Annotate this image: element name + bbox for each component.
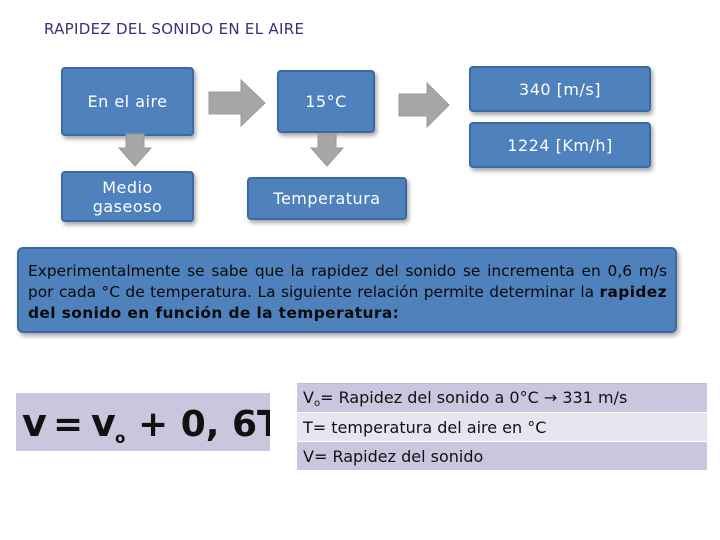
speed-ms-box <box>469 66 651 112</box>
formula-svg <box>16 393 270 451</box>
formula-rest: + 0, 6T <box>138 404 270 445</box>
arrow-right-small-icon: → <box>543 387 558 407</box>
page-title: RAPIDEZ DEL SONIDO EN EL AIRE <box>44 20 305 38</box>
temperature-label: Temperatura <box>273 189 381 208</box>
formula-v0: v <box>91 401 116 445</box>
info-box <box>17 247 677 333</box>
table-row <box>297 442 707 471</box>
medium-box <box>61 171 194 222</box>
info-text: Experimentalmente se sabe que la rapidez del sonido se incrementa en 0,6 m/s por cada °C de temperatura. La siguiente relación permite determinar la <box>28 262 667 301</box>
legend-v0-text: = Rapidez del sonido a 0°C <box>320 387 539 407</box>
arrow-down-icon <box>118 133 152 167</box>
legend-v0-cell <box>297 384 707 413</box>
legend-v-cell: V= Rapidez del sonido <box>297 442 707 471</box>
legend-v-symbol: V <box>303 387 314 407</box>
air-box <box>61 67 194 136</box>
table-row <box>297 413 707 442</box>
speed-kmh-label: 1224 [Km/h] <box>507 135 613 155</box>
temperature-box <box>247 177 407 220</box>
info-bold-text: rapidez del sonido en función de la temperatura: <box>28 283 667 322</box>
formula-subscript: o <box>115 429 126 447</box>
medium-label: Medio gaseoso <box>92 177 163 216</box>
formula-v: v <box>22 401 47 445</box>
speed-ms-label: 340 [m/s] <box>519 79 601 99</box>
legend-v-subscript: o <box>313 397 321 409</box>
formula-box <box>16 393 270 451</box>
table-row <box>297 384 707 413</box>
air-label: En el aire <box>87 92 168 111</box>
arrow-right-icon <box>398 82 450 128</box>
arrow-right-icon <box>208 79 266 127</box>
temp-value-box <box>277 70 375 133</box>
formula-equals: = <box>53 404 84 445</box>
legend-t-cell: T= temperatura del aire en °C <box>297 413 707 442</box>
speed-kmh-box <box>469 122 651 168</box>
arrow-down-icon <box>310 133 344 167</box>
temp-value-label: 15°C <box>305 92 347 111</box>
legend-table <box>297 383 707 471</box>
legend-v0-value: 331 m/s <box>562 387 628 407</box>
